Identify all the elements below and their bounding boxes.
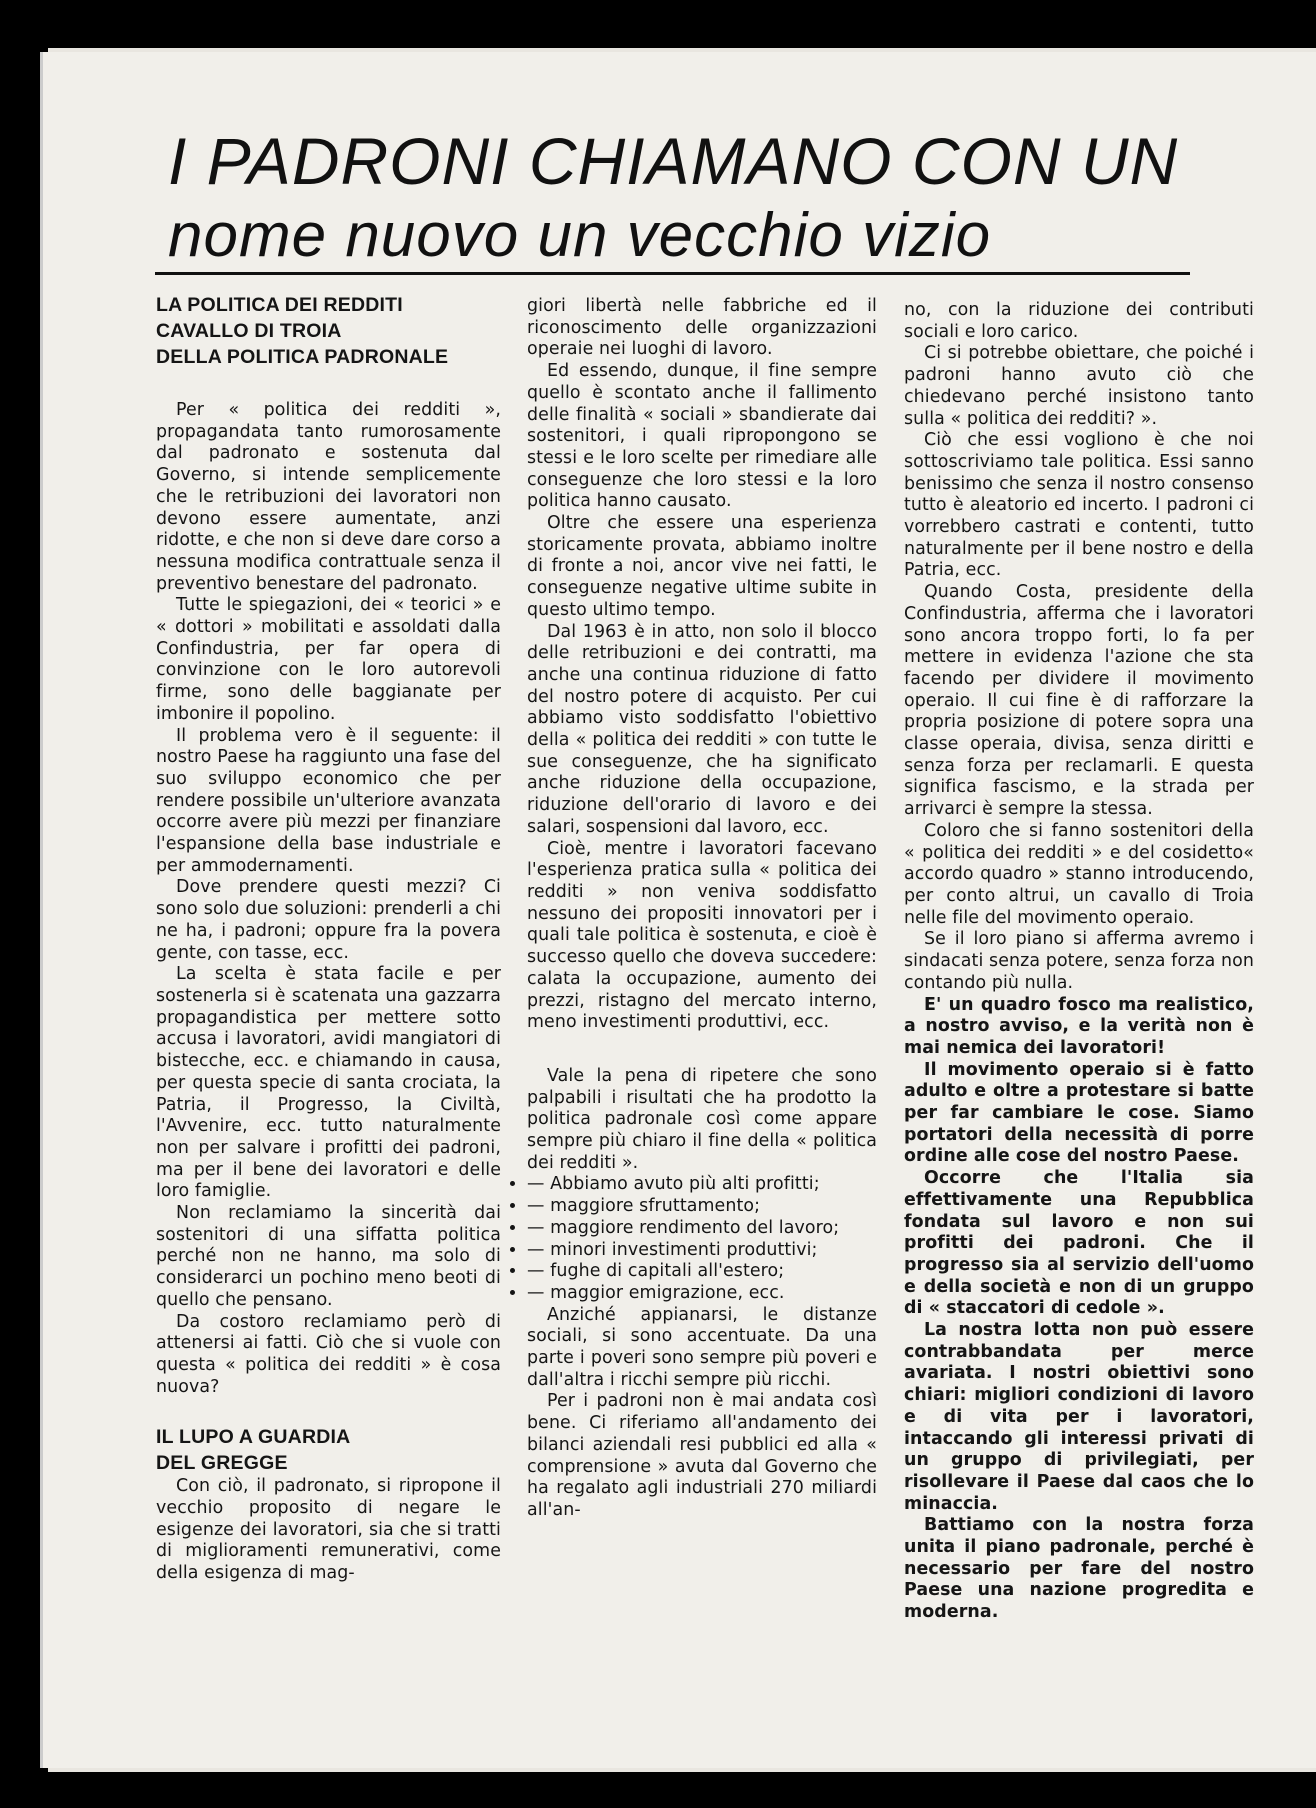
paragraph: Vale la pena di ripetere che sono palpabili i risultati che ha prodotto la politica padronale così come appare sempre più chiaro il fine della « politica dei redditi ». bbox=[527, 1065, 877, 1173]
paragraph: Occorre che l'Italia sia effettivamente una Repubblica fondata sul lavoro e non sui profitti dei padroni. Che il progresso sia al servizio dell'uomo e della società e non di un gruppo di « staccatori di cedole ». bbox=[904, 1168, 1254, 1319]
column-3 bbox=[904, 300, 1254, 1624]
list-item: • — Abbiamo avuto più alti profitti; bbox=[527, 1174, 877, 1196]
paragraph: Non reclamiamo la sincerità dai sostenitori di una siffatta politica perché non ne hanno, ma solo di considerarci un pochino meno beoti di quello che pensano. bbox=[156, 1203, 501, 1310]
paragraph: Tutte le spiegazioni, dei « teorici » e « dottori » mobilitati e assoldati dalla Confindustria, per far opera di convinzione con le loro autorevoli firme, sono delle baggianate per imbonire il popolino. bbox=[156, 595, 501, 724]
list-item: • — maggior emigrazione, ecc. bbox=[527, 1283, 877, 1305]
paragraph: Con ciò, il padronato, si ripropone il vecchio proposito di negare le esigenze dei lavoratori, sia che si tratti di miglioramenti remunerativi, come della esigenza di mag- bbox=[156, 1476, 501, 1584]
column-1 bbox=[156, 292, 501, 1585]
paragraph: Ciò che essi vogliono è che noi sottoscriviamo tale politica. Essi sanno benissimo che senza il nostro consenso tutto è aleatorio ed incerto. I padroni ci vorrebbero castrati e contenti, tutto naturalmente per il bene nostro e della Patria, ecc. bbox=[904, 430, 1254, 581]
list-item: • — minori investimenti produttivi; bbox=[527, 1240, 877, 1262]
title-line-1: I PADRONI CHIAMANO CON UN bbox=[168, 124, 1179, 198]
paragraph: giori libertà nelle fabbriche ed il riconoscimento delle organizzazioni operaie nei luoghi di lavoro. bbox=[527, 296, 877, 360]
paragraph: Per « politica dei redditi », propagandata tanto rumorosamente dal padronato e sostenuta dal Governo, si intende semplicemente che le retribuzioni dei lavoratori non devono essere aumentate, anzi ridotte, e che non si deve dare corso a nessuna modifica contrattuale senza il preventivo benestare del padronato. bbox=[156, 400, 501, 594]
paragraph: La scelta è stata facile e per sostenerla si è scatenata una gazzarra propagandistica per mettere sotto accusa i lavoratori, avidi mangiatori di bistecche, ecc. e chiamando in causa, per questa specie di santa crociata, la Patria, il Progresso, la Civiltà, l'Avvenire, ecc. tutto naturalmente non per salvare i profitti dei padroni, ma per il bene dei lavoratori e delle loro famiglie. bbox=[156, 964, 501, 1202]
paragraph: Il problema vero è il seguente: il nostro Paese ha raggiunto una fase del suo sviluppo economico che per rendere possibile un'ulteriore avanzata occorre avere più mezzi per finanziare l'espansione della base industriale e per ammodernamenti. bbox=[156, 725, 501, 876]
article-title bbox=[168, 122, 1198, 272]
column-2 bbox=[527, 296, 877, 1522]
paragraph: Oltre che essere una esperienza storicamente provata, abbiamo inoltre di fronte a noi, ancor vive nei fatti, le conseguenze negative ultime subite in questo ultimo tempo. bbox=[527, 513, 877, 620]
paragraph: Battiamo con la nostra forza unita il piano padronale, perché è necessario per fare del nostro Paese una nazione progredita e moderna. bbox=[904, 1515, 1254, 1623]
paragraph: no, con la riduzione dei contributi sociali e loro carico. bbox=[904, 300, 1254, 342]
paragraph: Da costoro reclamiamo però di attenersi ai fatti. Ciò che si vuole con questa « politica dei redditi » è cosa nuova? bbox=[156, 1311, 501, 1397]
paragraph: E' un quadro fosco ma realistico, a nostro avviso, e la verità non è mai nemica dei lavoratori! bbox=[904, 994, 1254, 1058]
paragraph: Ed essendo, dunque, il fine sempre quello è scontato anche il fallimento delle finalità « sociali » sbandierate dai sostenitori, i quali ripropongono se stessi e le loro scelte per rimediare alle conseguenze che loro stessi e la loro politica hanno causato. bbox=[527, 361, 877, 512]
list-item: • — maggiore rendimento del lavoro; bbox=[527, 1218, 877, 1240]
paragraph: Coloro che si fanno sostenitori della « politica dei redditi » e del cosidetto« accordo quadro » stanno introducendo, per conto altrui, un cavallo di Troia nelle file del movimento operaio. bbox=[904, 820, 1254, 928]
paragraph: Dove prendere questi mezzi? Ci sono solo due soluzioni: prenderli a chi ne ha, i padroni; oppure fra la povera gente, con tasse, ecc. bbox=[156, 877, 501, 963]
paragraph: Dal 1963 è in atto, non solo il blocco delle retribuzioni e dei contratti, ma anche una continua riduzione di fatto del nostro potere di acquisto. Per cui abbiamo visto soddisfatto l'obiettivo della « politica dei redditi » con tutte le sue conseguenze, che ha significato anche riduzione della occupazione, riduzione dell'orario di lavoro e dei salari, sospensioni dal lavoro, ecc. bbox=[527, 621, 877, 837]
title-rule bbox=[155, 272, 1190, 275]
paragraph: Per i padroni non è mai andata così bene. Ci riferiamo all'andamento dei bilanci aziendali resi pubblici ed alla « comprensione » avuta dal Governo che ha regalato agli industriali 270 miliardi all'an- bbox=[527, 1391, 877, 1520]
paragraph: Ci si potrebbe obiettare, che poiché i padroni hanno avuto ciò che chiedevano perché insistono tanto sulla « politica dei redditi? ». bbox=[904, 343, 1254, 429]
section-heading: IL LUPO A GUARDIA DEL GREGGE bbox=[156, 1426, 351, 1475]
paragraph: Anziché appianarsi, le distanze sociali, si sono accentuate. Da una parte i poveri sono sempre più poveri e dall'altra i ricchi sempre più ricchi. bbox=[527, 1304, 877, 1390]
paragraph: La nostra lotta non può essere contrabbandata per merce avariata. I nostri obiettivi sono chiari: migliori condizioni di lavoro e di vita per i lavoratori, intaccando gli interessi privati di un gruppo di privilegiati, per risollevare il Paese dal caos che lo minaccia. bbox=[904, 1320, 1254, 1514]
list-item: • — fughe di capitali all'estero; bbox=[527, 1261, 877, 1283]
paragraph: Cioè, mentre i lavoratori facevano l'esperienza pratica sulla « politica dei redditi » non veniva soddisfatto nessuno dei propositi innovatori per i quali tale politica è sostenuta, e cioè è successo quello che doveva succedere: calata la occupazione, aumento dei prezzi, ristagno del mercato interno, meno investimenti produttivi, ecc. bbox=[527, 838, 877, 1033]
paragraph: Quando Costa, presidente della Confindustria, afferma che i lavoratori sono ancora troppo forti, lo fa per mettere in evidenza l'azione che sta facendo per dividere il movimento operaio. Il cui fine è di rafforzare la propria posizione di potere sopra una classe operaia, divisa, senza diritti e senza forza per reclamarli. E questa significa fascismo, e la strada per arrivarci è sempre la stessa. bbox=[904, 582, 1254, 820]
title-line-2: nome nuovo un vecchio vizio bbox=[168, 201, 992, 270]
paragraph: Se il loro piano si afferma avremo i sindacati senza potere, senza forza non contando più nulla. bbox=[904, 929, 1254, 993]
section-heading: LA POLITICA DEI REDDITI CAVALLO DI TROIA DELLA POLITICA PADRONALE bbox=[156, 294, 449, 368]
list-item: • — maggiore sfruttamento; bbox=[527, 1196, 877, 1218]
consequences-list bbox=[527, 1174, 877, 1304]
paragraph: Il movimento operaio si è fatto adulto e oltre a protestare si batte per far cambiare le cose. Siamo portatori della necessità di porre ordine alle cose del nostro Paese. bbox=[904, 1059, 1254, 1167]
